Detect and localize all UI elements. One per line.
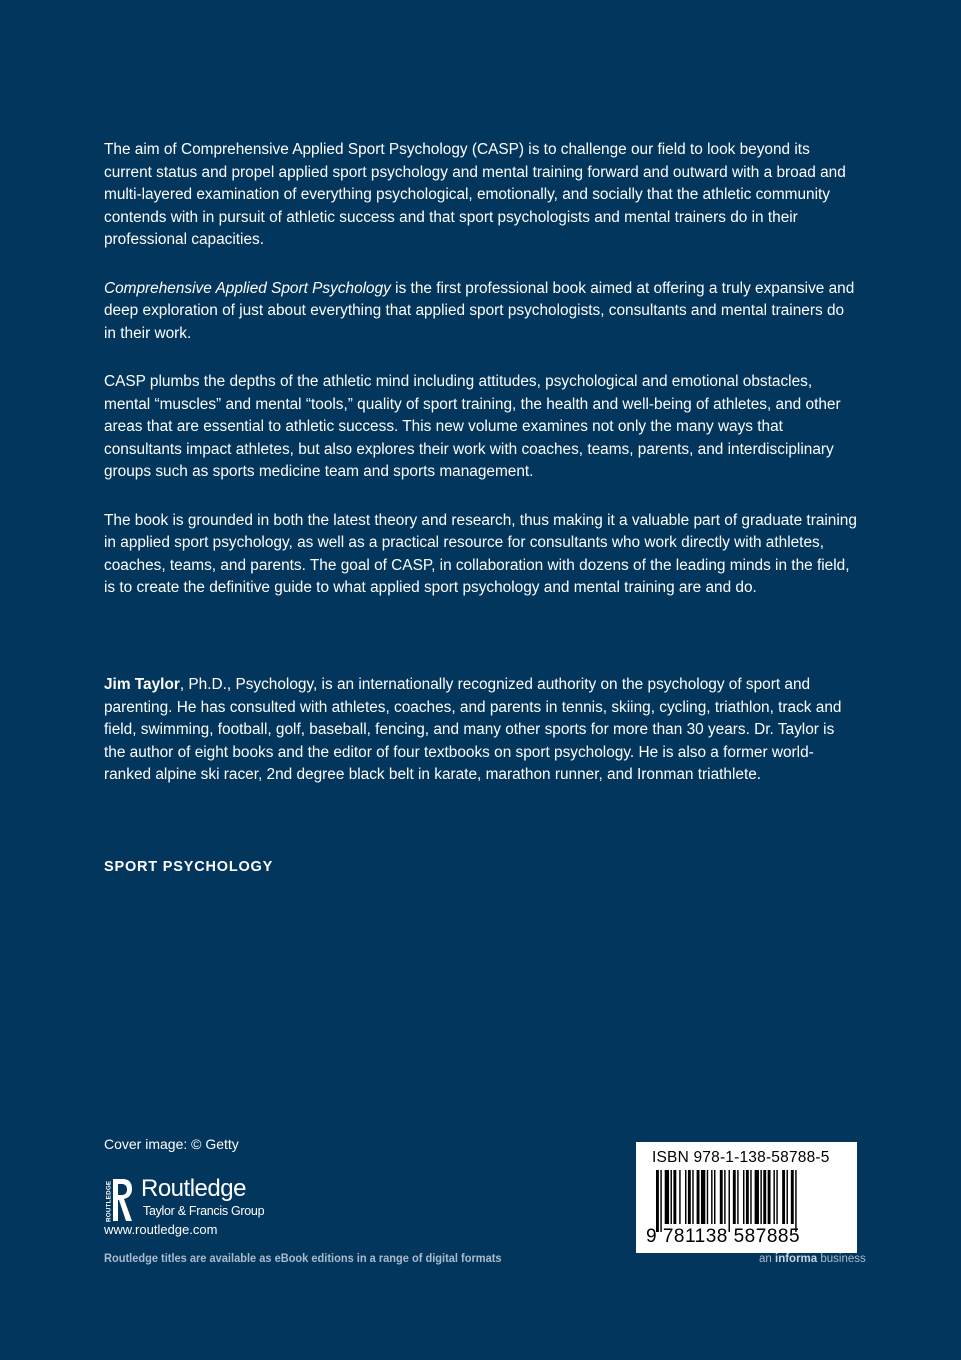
informa-business	[759, 1253, 866, 1265]
isbn-barcode	[636, 1142, 857, 1253]
informa-suffix: business	[817, 1253, 866, 1265]
barcode-bar	[737, 1170, 738, 1224]
barcode-bar	[697, 1170, 700, 1224]
barcode-bar	[660, 1170, 661, 1232]
barcode-bar	[743, 1170, 744, 1224]
description-paragraph-2	[104, 278, 858, 346]
barcode-bar	[746, 1170, 749, 1224]
informa-prefix: an	[759, 1253, 775, 1265]
description-paragraph-1: The aim of Comprehensive Applied Sport Psychology (CASP) is to challenge our field to look beyond its current status and propel applied sport psychology and mental training forward and outward with a broad and multi-layered examination of everything psychological, emotionally, and socially that the athletic community contends with in pursuit of athletic success and that sport psychologists and mental trainers do in their professional capacities.	[104, 141, 846, 248]
barcode-bar	[701, 1170, 705, 1224]
author-bio-text: , Ph.D., Psychology, is an internationally recognized authority on the psychology of sport and parenting. He has consulted with athletes, coaches, and parents in tennis, skiing, cycling, triathlon, track and field, swimming, football, golf, baseball, fencing, and many other sports for more than 30 years. Dr. Taylor is the author of eight books and the editor of four textbooks on sport psychology. He is also a former world-ranked alpine ski racer, 2nd degree black belt in karate, marathon runner, and Ironman triathlete.	[104, 676, 842, 783]
barcode-bar	[782, 1170, 785, 1224]
barcode-bar	[673, 1170, 676, 1224]
barcode-bar	[729, 1170, 730, 1232]
barcode-bar	[750, 1170, 751, 1224]
barcode-bar	[787, 1170, 788, 1224]
routledge-r-mark-icon	[104, 1177, 132, 1223]
barcode-bar	[679, 1170, 680, 1224]
barcode-bar	[688, 1170, 691, 1224]
description-paragraph-3: CASP plumbs the depths of the athletic mind including attitudes, psychological and emotional obstacles, mental “muscles” and mental “tools,” quality of sport training, the health and well-being of athletes, and other areas that are essential to athletic success. This new volume examines not only the many ways that consultants impact athletes, but also explores their work with coaches, teams, parents, and interdisciplinary groups such as sports medicine team and sports management.	[104, 373, 841, 480]
routledge-mark-letters: ROUTLEDGE	[105, 1180, 113, 1222]
barcode-bar	[714, 1170, 715, 1224]
barcode-bar	[685, 1170, 686, 1224]
barcode-bar	[768, 1170, 771, 1224]
barcode-bar	[720, 1170, 723, 1224]
barcode-bar	[791, 1170, 794, 1224]
barcode-bar	[671, 1170, 672, 1224]
publisher-website[interactable]: www.routledge.com	[104, 1222, 218, 1237]
ebook-note: Routledge titles are available as eBook editions in a range of digital formats	[104, 1251, 502, 1265]
barcode-bar	[795, 1170, 796, 1232]
barcode-number: 9 781138 587885	[646, 1226, 801, 1247]
author-bio	[104, 674, 858, 787]
barcode-bar	[656, 1170, 659, 1232]
barcode-bar	[665, 1170, 669, 1224]
barcode-bar	[707, 1170, 708, 1224]
barcode-bar	[724, 1170, 725, 1224]
publisher-name: Routledge	[141, 1175, 246, 1202]
informa-brand: informa	[775, 1253, 818, 1265]
barcode-bar	[763, 1170, 766, 1224]
barcode-bars	[656, 1170, 851, 1232]
barcode-bar	[733, 1170, 736, 1224]
barcode-bar	[711, 1170, 712, 1224]
description-paragraph-4: The book is grounded in both the latest theory and research, thus making it a valuable part of graduate training in applied sport psychology, as well as a practical resource for consultants who work directly with athletes, coaches, teams, and parents. The goal of CASP, in collaboration with dozens of the leading minds in the field, is to create the definitive guide to what applied sport psychology and mental training are and do.	[104, 511, 857, 596]
author-name: Jim Taylor	[104, 676, 180, 693]
barcode-bar	[760, 1170, 761, 1224]
cover-credit: Cover image: © Getty	[104, 1136, 239, 1152]
barcode-bar	[773, 1170, 774, 1224]
description	[104, 139, 858, 626]
book-title-italic: Comprehensive Applied Sport Psychology	[104, 279, 391, 297]
subject-category: SPORT PSYCHOLOGY	[104, 859, 274, 875]
description-paragraph-2-text: is the first professional book aimed at offering a truly expansive and deep exploration of just about everything that applied sport psychologists, consultants and mental trainers do in their work.	[104, 279, 855, 342]
barcode-bar	[692, 1170, 693, 1224]
publisher-group: Taylor & Francis Group	[143, 1204, 265, 1218]
barcode-bar	[755, 1170, 759, 1224]
isbn-label: ISBN 978-1-138-58788-5	[652, 1149, 830, 1166]
barcode-bar	[776, 1170, 777, 1224]
routledge-logo	[104, 1175, 324, 1225]
